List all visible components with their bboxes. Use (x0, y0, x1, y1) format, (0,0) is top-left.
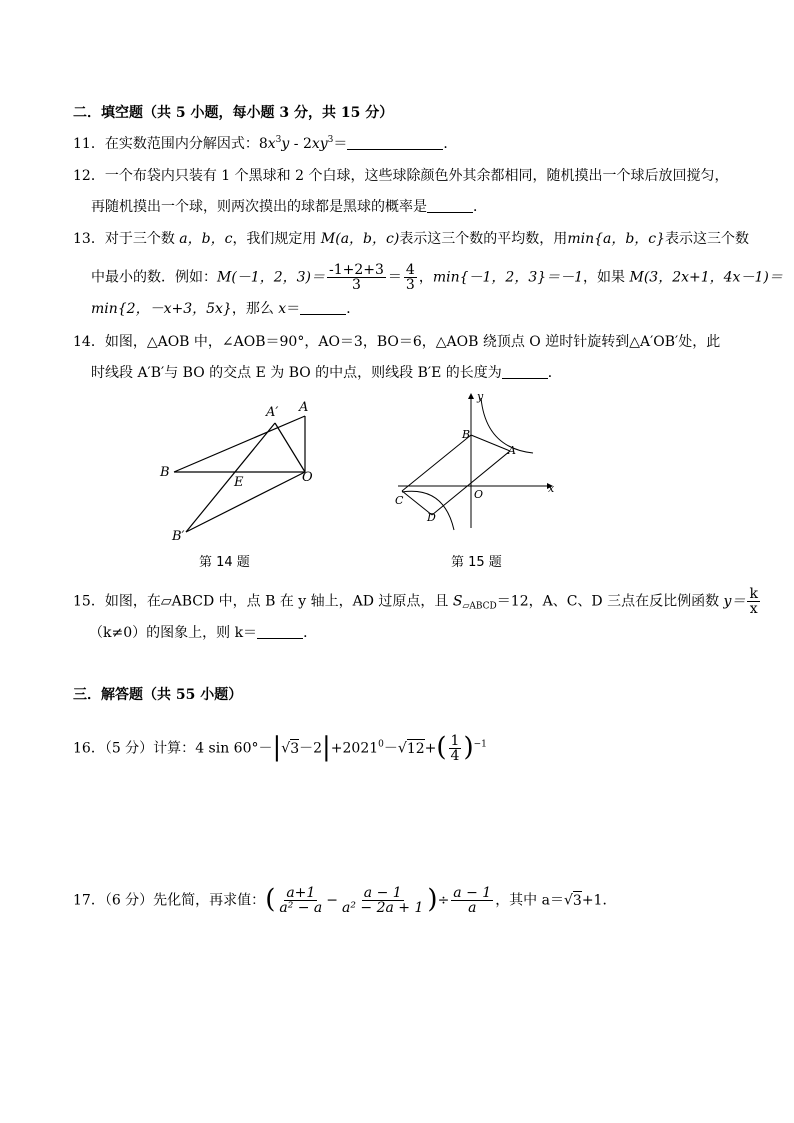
segment-BA (174, 416, 305, 472)
label-B: B (160, 465, 170, 480)
q15-answer-blank (257, 624, 303, 639)
figure-15-caption: 第 15 题 (451, 555, 502, 570)
question-12 (73, 166, 728, 186)
label-x: x (548, 482, 555, 495)
q11-answer-blank (347, 135, 443, 150)
q17-fraction-3: $\frac{a - 1}{a}$ (453, 885, 492, 916)
label-y: y (477, 390, 484, 403)
question-12-line2: 再随机摸出一个球，则两次摸出的球都是黑球的概率是 ． (91, 199, 487, 215)
q11-number: 11． (73, 136, 105, 152)
question-13-line3: min{2，－x+3，5x}，那么 x＝ ． (91, 301, 361, 317)
q13-fraction-example: $\frac{-1+2+3}{3}$ (328, 262, 384, 293)
question-17: 17．（6 分）先化简，再求值：( $\frac{a+1}{\text{a² − a}}$ − $\frac{a - 1}{\text{a² − 2a + 1}}$ )÷ $\frac{a - 1}{a}$ ，其中 a＝√3+1． (73, 884, 617, 916)
label-A: A (299, 400, 309, 415)
figure-14-lines (174, 416, 305, 532)
question-16: 16．（5 分）计算：4 $\sin 60^\circ-|√3-2|+2021^0-√12+$( $\frac{1}{4}$ )$^{-1}$ (73, 732, 487, 764)
q12-line1: 一个布袋内只装有 1 个黑球和 2 个白球，这些球除颜色外其余都相同，随机摸出一个球后放回搅匀， (104, 168, 729, 184)
segment-A1O (275, 423, 305, 472)
label-E: E (234, 475, 244, 490)
figure-14-diagram (150, 392, 330, 552)
q17-number: 17． (73, 892, 105, 909)
label-B1: B′ (172, 529, 185, 544)
q13-number: 13． (73, 231, 105, 247)
label-A1: A′ (266, 405, 279, 420)
question-14-line2: 时线段 A′B′与 BO 的交点 E 为 BO 的中点，则线段 B′E 的长度为 ． (91, 365, 562, 381)
q15-number: 15． (73, 593, 105, 610)
section-3-title: 三．解答题（共 55 小题） (73, 687, 243, 703)
label-A: A (508, 444, 516, 457)
q13-answer-blank (300, 300, 346, 315)
q16-fraction: $\frac{1}{4}$ (450, 733, 460, 764)
q11-expression: $8x^3y - 2xy^3=$ (258, 135, 348, 152)
figure-15-diagram (388, 388, 560, 536)
section-2-title: 二．填空题（共 5 小题，每小题 3 分，共 15 分） (73, 105, 394, 121)
segment-CB (402, 435, 471, 491)
q12-answer-blank (427, 198, 473, 213)
q17-fraction-2: $\frac{a - 1}{\text{a² − 2a + 1}}$ (342, 885, 424, 916)
q14-number: 14． (73, 334, 105, 350)
q17-fraction-1: $\frac{a+1}{\text{a² − a}}$ (279, 885, 323, 916)
q12-number: 12． (73, 168, 105, 184)
label-C: C (395, 494, 404, 507)
question-13-line2: 中最小的数．例如：M(－1，2，3)＝ $\frac{-1+2+3}{3}$ ＝ $\frac{4}{3}$ ，min{－1，2，3}＝－1，如果 M(3，2x+1，4x－1)＝ (91, 262, 783, 293)
figure-14-caption: 第 14 题 (199, 555, 250, 570)
segment-A1B1 (186, 423, 275, 532)
q13-fraction-result: $\frac{4}{3}$ (405, 262, 415, 293)
q14-answer-blank (502, 364, 548, 379)
question-15-line2: （k≠0）的图象上，则 k＝ ． (89, 625, 318, 641)
label-O: O (474, 488, 484, 501)
hyperbola-branch-1 (481, 398, 533, 453)
label-O: O (302, 470, 313, 485)
q11-text: 在实数范围内分解因式： (104, 136, 259, 152)
q16-number: 16． (73, 740, 105, 757)
q15-fraction: $\frac{k}{x}$ (749, 586, 758, 617)
question-15: 15．如图，在▱ABCD 中，点 B 在 y 轴上，AD 过原点，且 $S_{▱ABCD}=12$，A、C、D 三点在反比例函数 y＝ $\frac{k}{x}$ (73, 586, 758, 617)
question-11: 11．在实数范围内分解因式：$8x^3y - 2xy^3=$ ． (73, 135, 458, 152)
question-13: 13．对于三个数 a，b，c，我们规定用 M(a，b，c)表示这三个数的平均数，用min{a，b，c}表示这三个数 (73, 231, 750, 247)
segment-B1O (186, 472, 305, 532)
question-14: 14．如图，△AOB 中，∠AOB＝90°，AO＝3，BO＝6，△AOB 绕顶点 O 逆时针旋转到△A′OB′处，此 (73, 334, 721, 350)
label-D: D (427, 511, 436, 524)
label-B: B (462, 428, 471, 441)
